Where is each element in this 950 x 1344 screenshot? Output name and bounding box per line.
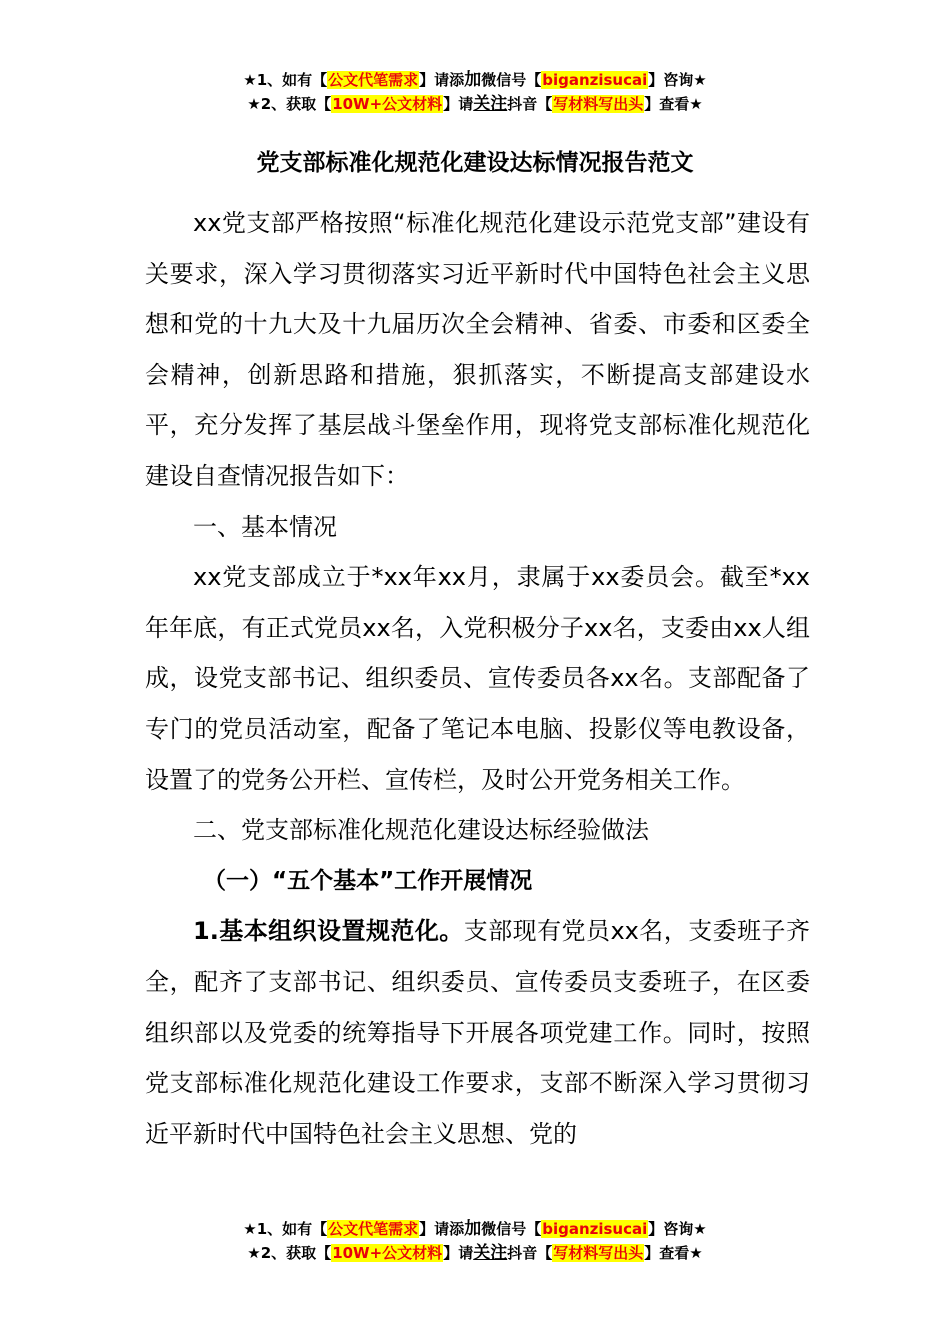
promo-highlight: 10W+公文材料: [332, 1244, 443, 1262]
document-title: 党支部标准化规范化建设达标情况报告范文: [256, 150, 694, 176]
promo-text: 微信号【: [481, 1220, 542, 1238]
section-heading: 二、党支部标准化规范化建设达标经验做法: [193, 816, 649, 845]
douyin-id-highlight: 写材料写出头: [553, 95, 644, 113]
promo-text: 】请添: [419, 71, 465, 89]
item-body: 支部现有党员xx名，支委班子齐全，配齐了支部书记、组织委员、宣传委员支委班子，在区委组织部以及党委的统筹指导下开展各项党建工作。同时，按照党支部标准化规范化建设工作要求，支部不断深入学习贯彻习近平新时代中国特色社会主义思想、党的: [145, 917, 810, 1148]
promo-text: 】查看★: [644, 1244, 703, 1262]
promo-text: 微信号【: [481, 71, 542, 89]
promo-text: 】咨询★: [648, 1220, 707, 1238]
top-promo-banner: [0, 68, 950, 116]
item-lead: 1.基本组织设置规范化。: [193, 917, 464, 946]
promo-line-1: [0, 1217, 950, 1241]
promo-text: 加: [464, 1219, 482, 1239]
promo-highlight: 公文代笔需求: [328, 71, 419, 89]
promo-text: 】查看★: [644, 95, 703, 113]
basic-info-paragraph: xx党支部成立于*xx年xx月，隶属于xx委员会。截至*xx年年底，有正式党员xx名，入党积极分子xx名，支委由xx人组成，设党支部书记、组织委员、宣传委员各xx名。支部配备了专门的党员活动室，配备了笔记本电脑、投影仪等电教设备，设置了的党务公开栏、宣传栏，及时公开党务相关工作。: [145, 563, 810, 794]
promo-text: 】咨询★: [648, 71, 707, 89]
document-body: [145, 198, 810, 1159]
promo-text: 加: [464, 70, 482, 90]
promo-line-2: [0, 92, 950, 116]
wechat-id-highlight: biganzisucai: [542, 1220, 648, 1238]
promo-text: ★1、如有【: [243, 71, 328, 89]
promo-text: ★1、如有【: [243, 1220, 328, 1238]
item-paragraph: [145, 906, 810, 1159]
promo-text: 】请: [443, 1244, 474, 1262]
promo-text: 抖音【: [507, 1244, 553, 1262]
promo-text: 】请添: [419, 1220, 465, 1238]
bottom-promo-banner: [0, 1217, 950, 1265]
promo-text: 关注: [473, 94, 508, 114]
promo-text: 关注: [473, 1243, 508, 1263]
promo-line-2: [0, 1241, 950, 1265]
promo-highlight: 10W+公文材料: [332, 95, 443, 113]
promo-text: ★2、获取【: [247, 1244, 332, 1262]
promo-highlight: 公文代笔需求: [328, 1220, 419, 1238]
promo-line-1: [0, 68, 950, 92]
intro-paragraph: xx党支部严格按照“标准化规范化建设示范党支部”建设有关要求，深入学习贯彻落实习近平新时代中国特色社会主义思想和党的十九大及十九届历次全会精神、省委、市委和区委全会精神，创新思路和措施，狠抓落实，不断提高支部建设水平，充分发挥了基层战斗堡垒作用，现将党支部标准化规范化建设自查情况报告如下：: [145, 209, 810, 490]
subsection-heading: （一）“五个基本”工作开展情况: [203, 867, 533, 894]
promo-text: 】请: [443, 95, 474, 113]
promo-text: ★2、获取【: [247, 95, 332, 113]
wechat-id-highlight: biganzisucai: [542, 71, 648, 89]
section-heading: 一、基本情况: [193, 512, 337, 541]
promo-text: 抖音【: [507, 95, 553, 113]
douyin-id-highlight: 写材料写出头: [553, 1244, 644, 1262]
